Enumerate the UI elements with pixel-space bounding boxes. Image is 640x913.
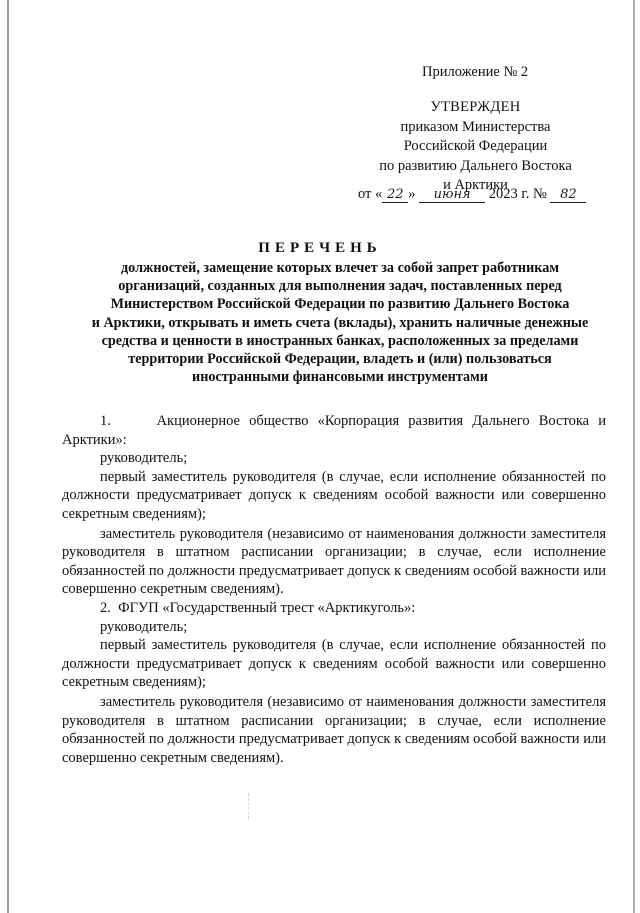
scan-edge-right [633, 0, 635, 913]
order-prefix: от « [358, 186, 383, 202]
order-number-handwritten: 82 [550, 187, 586, 203]
document-body [62, 412, 606, 767]
paragraph: первый заместитель руководителя (в случае, если исполнение обязанностей по должности предусматривает допуск к сведениям особой важности или совершенно секретным сведениям); [62, 468, 606, 522]
subtitle-line: должностей, замещение которых влечет за собой запрет работникам [121, 260, 559, 276]
approval-line: приказом Министерства [400, 118, 551, 135]
order-year: 2023 г. № [488, 186, 547, 202]
paragraph-item-2: 2. ФГУП «Государственный трест «Арктикуголь»: [100, 599, 416, 616]
subtitle-line: иностранными финансовыми инструментами [192, 369, 488, 386]
appendix-label: Приложение № 2 [422, 64, 529, 80]
order-mid: » [408, 186, 416, 202]
document-subtitle [70, 259, 610, 386]
order-month-handwritten: июня [419, 187, 485, 203]
subtitle-line: организаций, созданных для выполнения задач, поставленных перед [118, 278, 562, 295]
approval-line: по развитию Дальнего Востока [379, 157, 572, 174]
scan-artifact-line [248, 793, 250, 819]
approval-heading: УТВЕРЖДЕН [430, 99, 521, 115]
approval-line: и Арктики [443, 177, 508, 193]
approval-line: Российской Федерации [403, 138, 548, 154]
paragraph: руководитель; [100, 450, 188, 467]
subtitle-line: Министерством Российской Федерации по развитию Дальнего Востока [110, 296, 570, 313]
scan-artifact: · · · [128, 798, 149, 806]
subtitle-line: и Арктики, открывать и иметь счета (вклады), хранить наличные денежные [91, 314, 589, 331]
order-day-handwritten: 22 [382, 187, 408, 203]
scan-edge-left [7, 0, 9, 913]
paragraph: первый заместитель руководителя (в случае, если исполнение обязанностей по должности предусматривает допуск к сведениям особой важности или совершенно секретным сведениям); [62, 637, 606, 691]
paragraph: заместитель руководителя (независимо от наименования должности заместителя руководителя в штатном расписании организации; в случае, если исполнение обязанностей по должности предусматривает допуск к сведениям особой важности или совершенно секретным сведениям). [62, 693, 606, 766]
paragraph: руководитель; [100, 618, 188, 635]
subtitle-line: территории Российской Федерации, владеть и (или) пользоваться [128, 351, 552, 368]
order-date-line [358, 186, 586, 203]
subtitle-line: средства и ценности в иностранных банках, расположенных за пределами [101, 332, 579, 349]
paragraph-item-1: 1. Акционерное общество «Корпорация развития Дальнего Востока и Арктики»: [62, 413, 606, 448]
paragraph: заместитель руководителя (независимо от наименования должности заместителя руководителя в штатном расписании организации; в случае, если исполнение обязанностей по должности предусматривает допуск к сведениям особой важности или совершенно секретным сведениям). [62, 525, 606, 598]
approval-block [348, 98, 603, 196]
document-title: ПЕРЕЧЕНЬ [258, 240, 382, 256]
